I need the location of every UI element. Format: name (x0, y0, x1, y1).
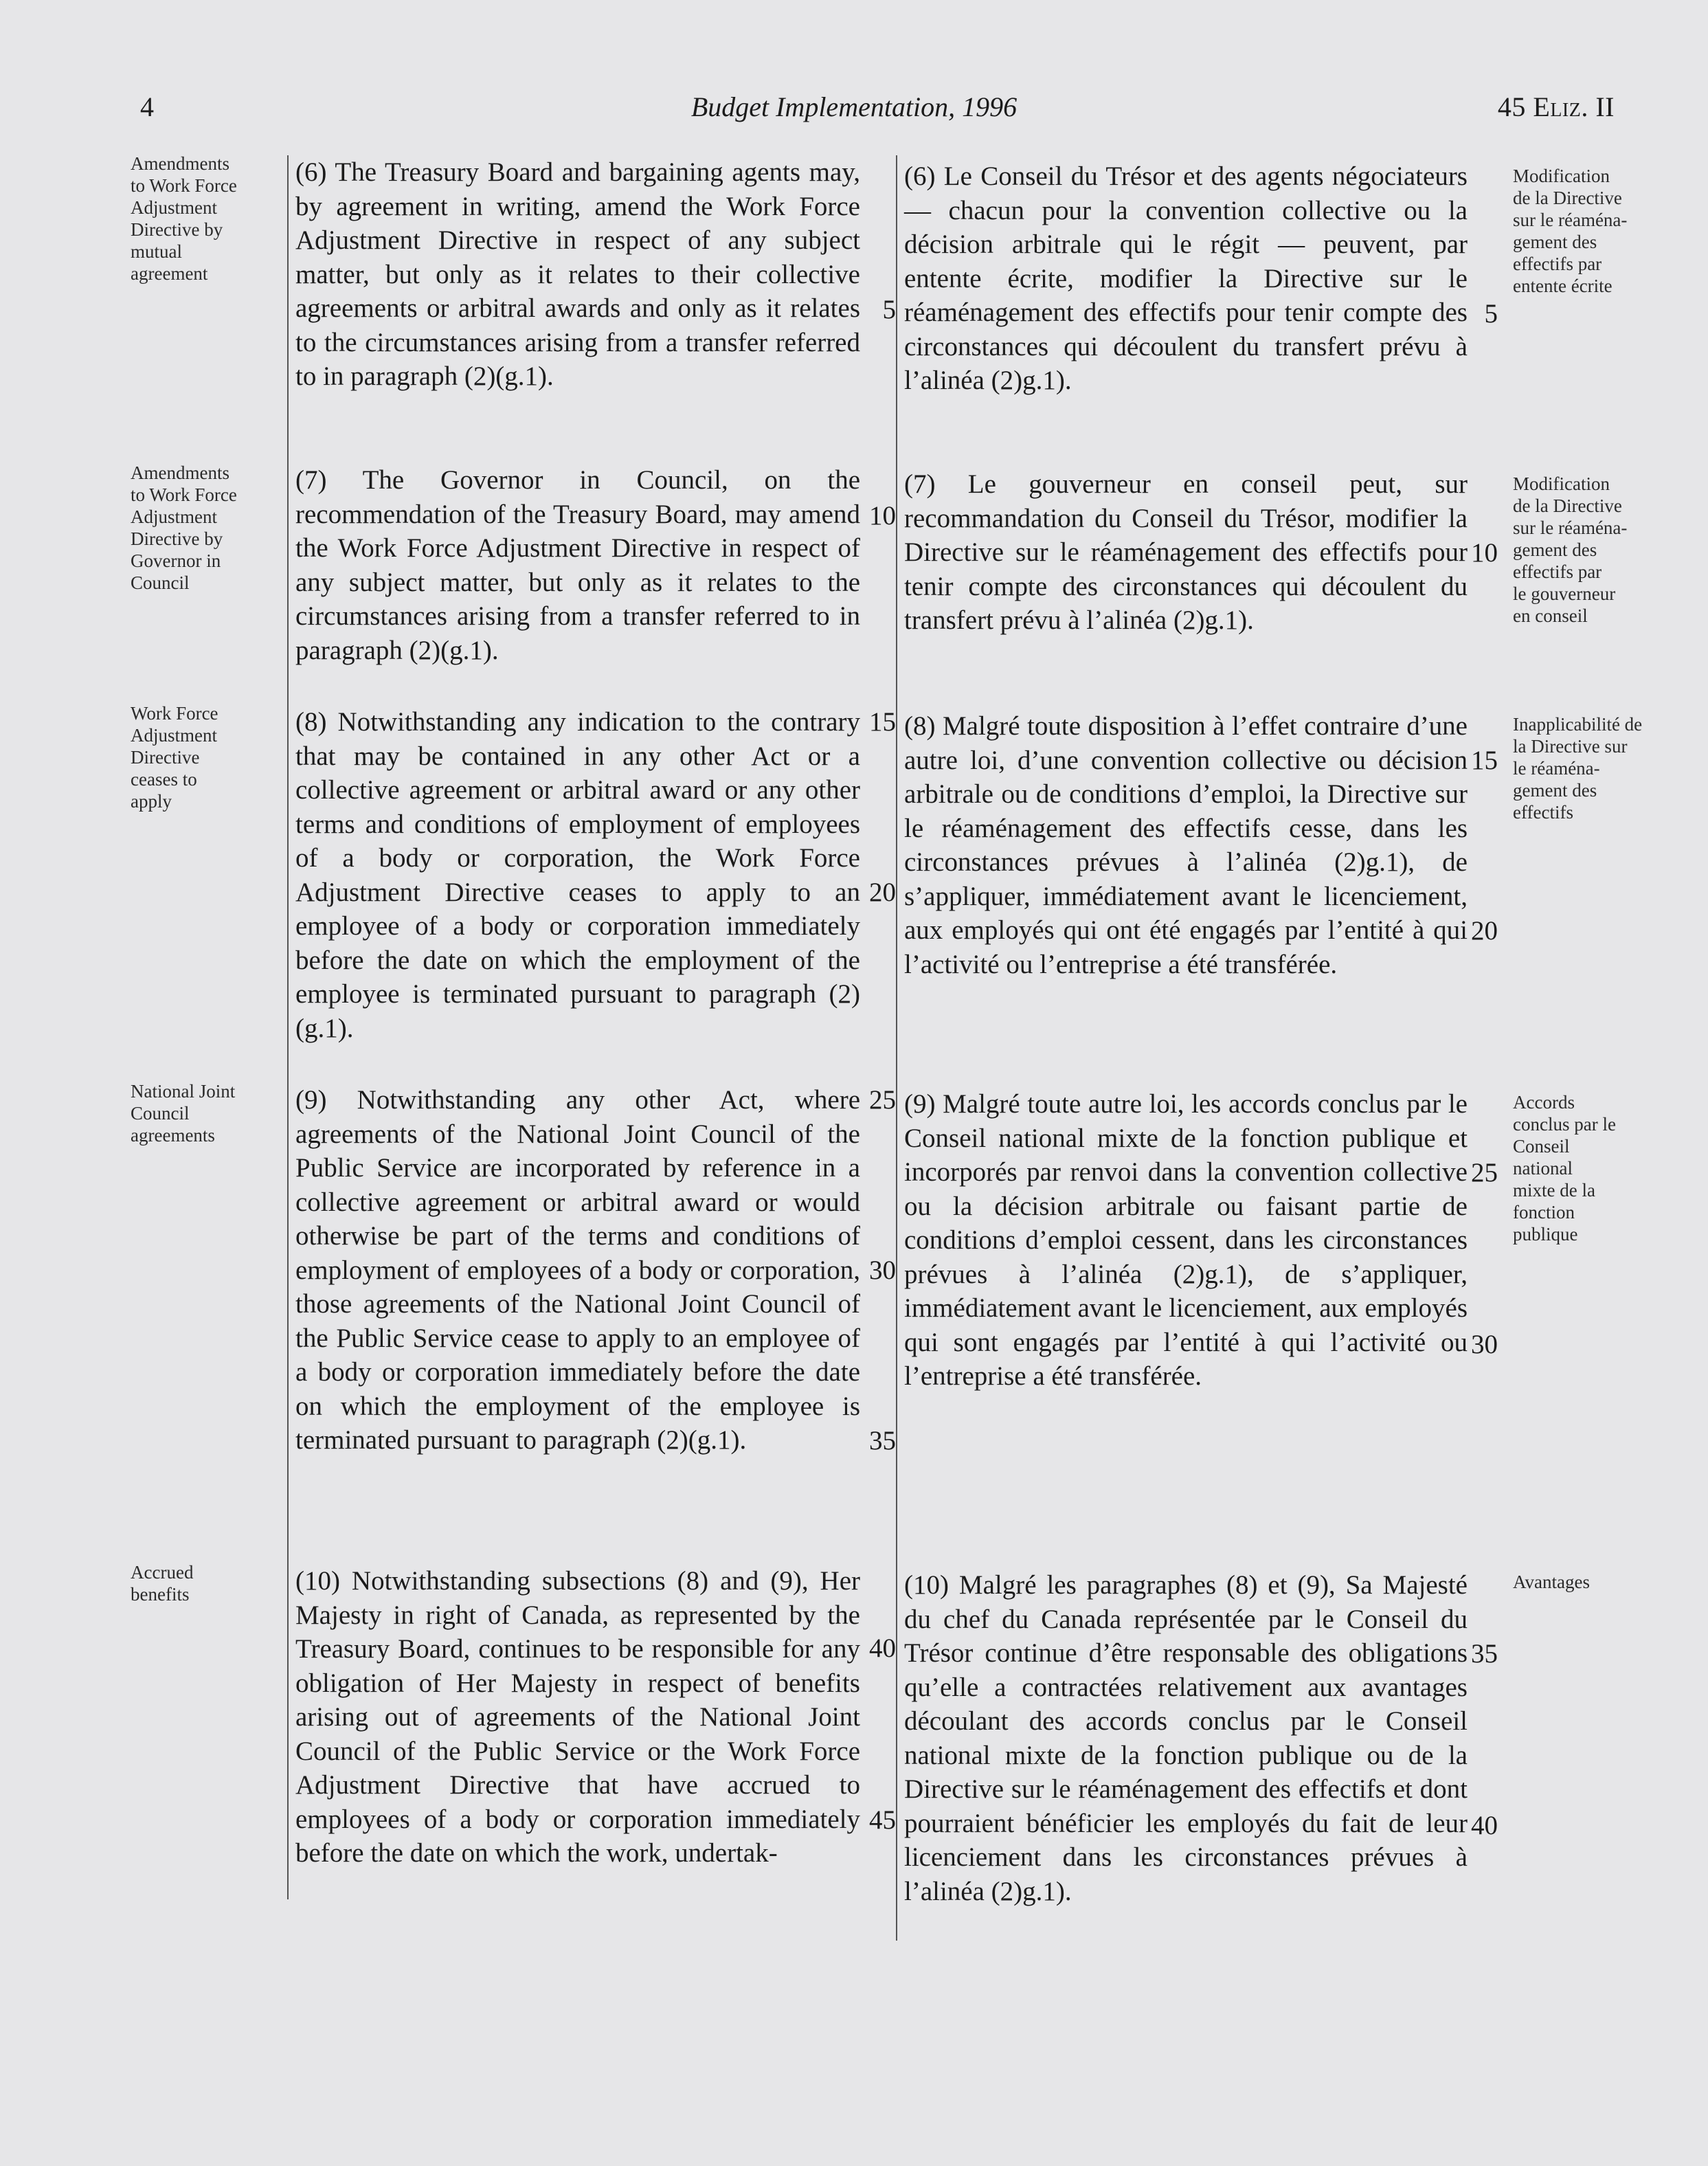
paragraph-fr: (6) Le Conseil du Trésor et des agents négociateurs — chacun pour la convention collective ou la décision arbitrale qui le régit — peuvent, par entente écrite, modifier la Directive sur le réaménagement des effectifs pour tenir compte des circonstances qui découlent du transfert prévu à l’alinéa (2)g.1). (904, 161, 1468, 395)
marginal-note-en: National Joint Council agreements (131, 1081, 236, 1146)
paragraph-fr: (8) Malgré toute disposition à l’effet contraire d’une autre loi, d’une convention collective ou décision arbitrale ou de conditions d’emploi, la Directive sur le réaménagement des effectifs cesse, dans les circonstances prévues à l’alinéa (2)g.1), de s’appliquer, immédiatement avant le licenciement, aux employés qui ont été engagés par l’entité à qui l’activité ou l’entreprise a été transférée. (904, 711, 1468, 979)
line-number: 45 (869, 1805, 896, 1835)
line-number: 35 (869, 1426, 896, 1455)
marginal-note-fr: Modification de la Directive sur le réaména- gement des effectifs par entente écrite (1513, 166, 1628, 296)
line-number: 5 (882, 295, 896, 324)
paragraph-en: (6) The Treasury Board and bargaining agents may, by agreement in writing, amend the Work Force Adjustment Directive in respect of any subject matter, but only as it relates to their collective agreements or arbitral awards and only as it relates to the circumstances arising from a transfer referred to in paragraph (2)(g.1). (295, 157, 860, 391)
line-number: 30 (869, 1255, 896, 1285)
paragraph-fr: (9) Malgré toute autre loi, les accords conclus par le Conseil national mixte de la fonction publique et incorporés par renvoi dans la convention collective ou la décision arbitrale ou faisant partie de conditions d’emploi cessent, dans les circonstances prévues à l’alinéa (2)g.1), de s’appliquer, immédiatement avant le licenciement, aux employés qui sont engagés par l’entité à qui l’activité ou l’entreprise a été transférée. (904, 1089, 1468, 1391)
line-number: 10 (869, 501, 896, 531)
marginal-note-fr: Modification de la Directive sur le réaména- gement des effectifs par le gouverneur en conseil (1513, 473, 1628, 626)
line-number: 30 (1471, 1330, 1498, 1359)
line-number: 15 (869, 707, 896, 737)
regnal-prefix: 45 (1497, 91, 1533, 122)
regnal-suffix: . II (1581, 91, 1615, 122)
line-number: 40 (1471, 1811, 1498, 1840)
marginal-note-en: Amendments to Work Force Adjustment Directive by Governor in Council (131, 462, 237, 593)
line-number: 10 (1471, 538, 1498, 568)
left-column-rule (287, 155, 289, 1899)
paragraph-fr: (7) Le gouverneur en conseil peut, sur recommandation du Conseil du Trésor, modifier la Directive sur le réaménagement des effectifs pour tenir compte des circonstances qui découlent du transfert prévu à l’alinéa (2)g.1). (904, 469, 1468, 635)
page-number: 4 (140, 91, 154, 122)
regnal-year (1498, 91, 1615, 124)
line-number: 25 (1471, 1158, 1498, 1187)
paragraph-en: (8) Notwithstanding any indication to the contrary that may be contained in any other Act or a collective agreement or arbitral award or any other terms and conditions of employment of employees of a body or corporation, the Work Force Adjustment Directive ceases to apply to an employee of a body or corporation immediately before the date on which the employment of the employee is terminated pursuant to paragraph (2)(g.1). (295, 707, 860, 1043)
running-title: Budget Implementation, 1996 (690, 91, 1018, 122)
line-number: 15 (1471, 746, 1498, 775)
paragraph-en: (7) The Governor in Council, on the recommendation of the Treasury Board, may amend the Work Force Adjustment Directive in respect of any subject matter, but only as it relates to the circumstances arising from a transfer referred to in paragraph (2)(g.1). (295, 465, 860, 665)
line-number: 5 (1484, 299, 1498, 328)
paragraph-en: (10) Notwithstanding subsections (8) and (9), Her Majesty in right of Canada, as represented by the Treasury Board, continues to be responsible for any obligation of Her Majesty in respect of benefits arising out of agreements of the National Joint Council of the Public Service or the Work Force Adjustment Directive that have accrued to employees of a body or corporation immediately before the date on which the work, undertak- (295, 1566, 860, 1868)
marginal-note-fr: Avantages (1513, 1572, 1590, 1592)
marginal-note-en: Accrued benefits (131, 1562, 194, 1605)
paragraph-en: (9) Notwithstanding any other Act, where agreements of the National Joint Council of the Public Service are incorporated by reference in a collective agreement or arbitral award or would otherwise be part of the terms and conditions of employment of employees of a body or corporation, those agreements of the National Joint Council of the Public Service cease to apply to an employee of a body or corporation immediately before the date on which the employment of the employee is terminated pursuant to paragraph (2)(g.1). (295, 1085, 860, 1455)
marginal-note-en: Work Force Adjustment Directive ceases to apply (131, 703, 218, 812)
paragraph-fr: (10) Malgré les paragraphes (8) et (9), Sa Majesté du chef du Canada représentée par le Conseil du Trésor continue d’être responsable des obligations qu’elle a contractées relativement aux avantages découlant des accords conclus par le Conseil national mixte de la fonction publique ou de la Directive sur le réaménagement des effectifs et dont pourraient bénéficier les employés du fait de leur licenciement dans les circonstances prévues à l’alinéa (2)g.1). (904, 1570, 1468, 1906)
line-number: 25 (869, 1085, 896, 1115)
line-number: 40 (869, 1633, 896, 1663)
line-number: 20 (869, 878, 896, 907)
regnal-small-caps: Eliz (1533, 91, 1582, 122)
line-number: 35 (1471, 1639, 1498, 1668)
middle-column-rule (896, 155, 897, 1941)
marginal-note-fr: Inapplicabilité de la Directive sur le réaména- gement des effectifs (1513, 714, 1643, 823)
marginal-note-en: Amendments to Work Force Adjustment Directive by mutual agreement (131, 153, 237, 284)
line-number: 20 (1471, 916, 1498, 946)
marginal-note-fr: Accords conclus par le Conseil national mixte de la fonction publique (1513, 1092, 1616, 1244)
